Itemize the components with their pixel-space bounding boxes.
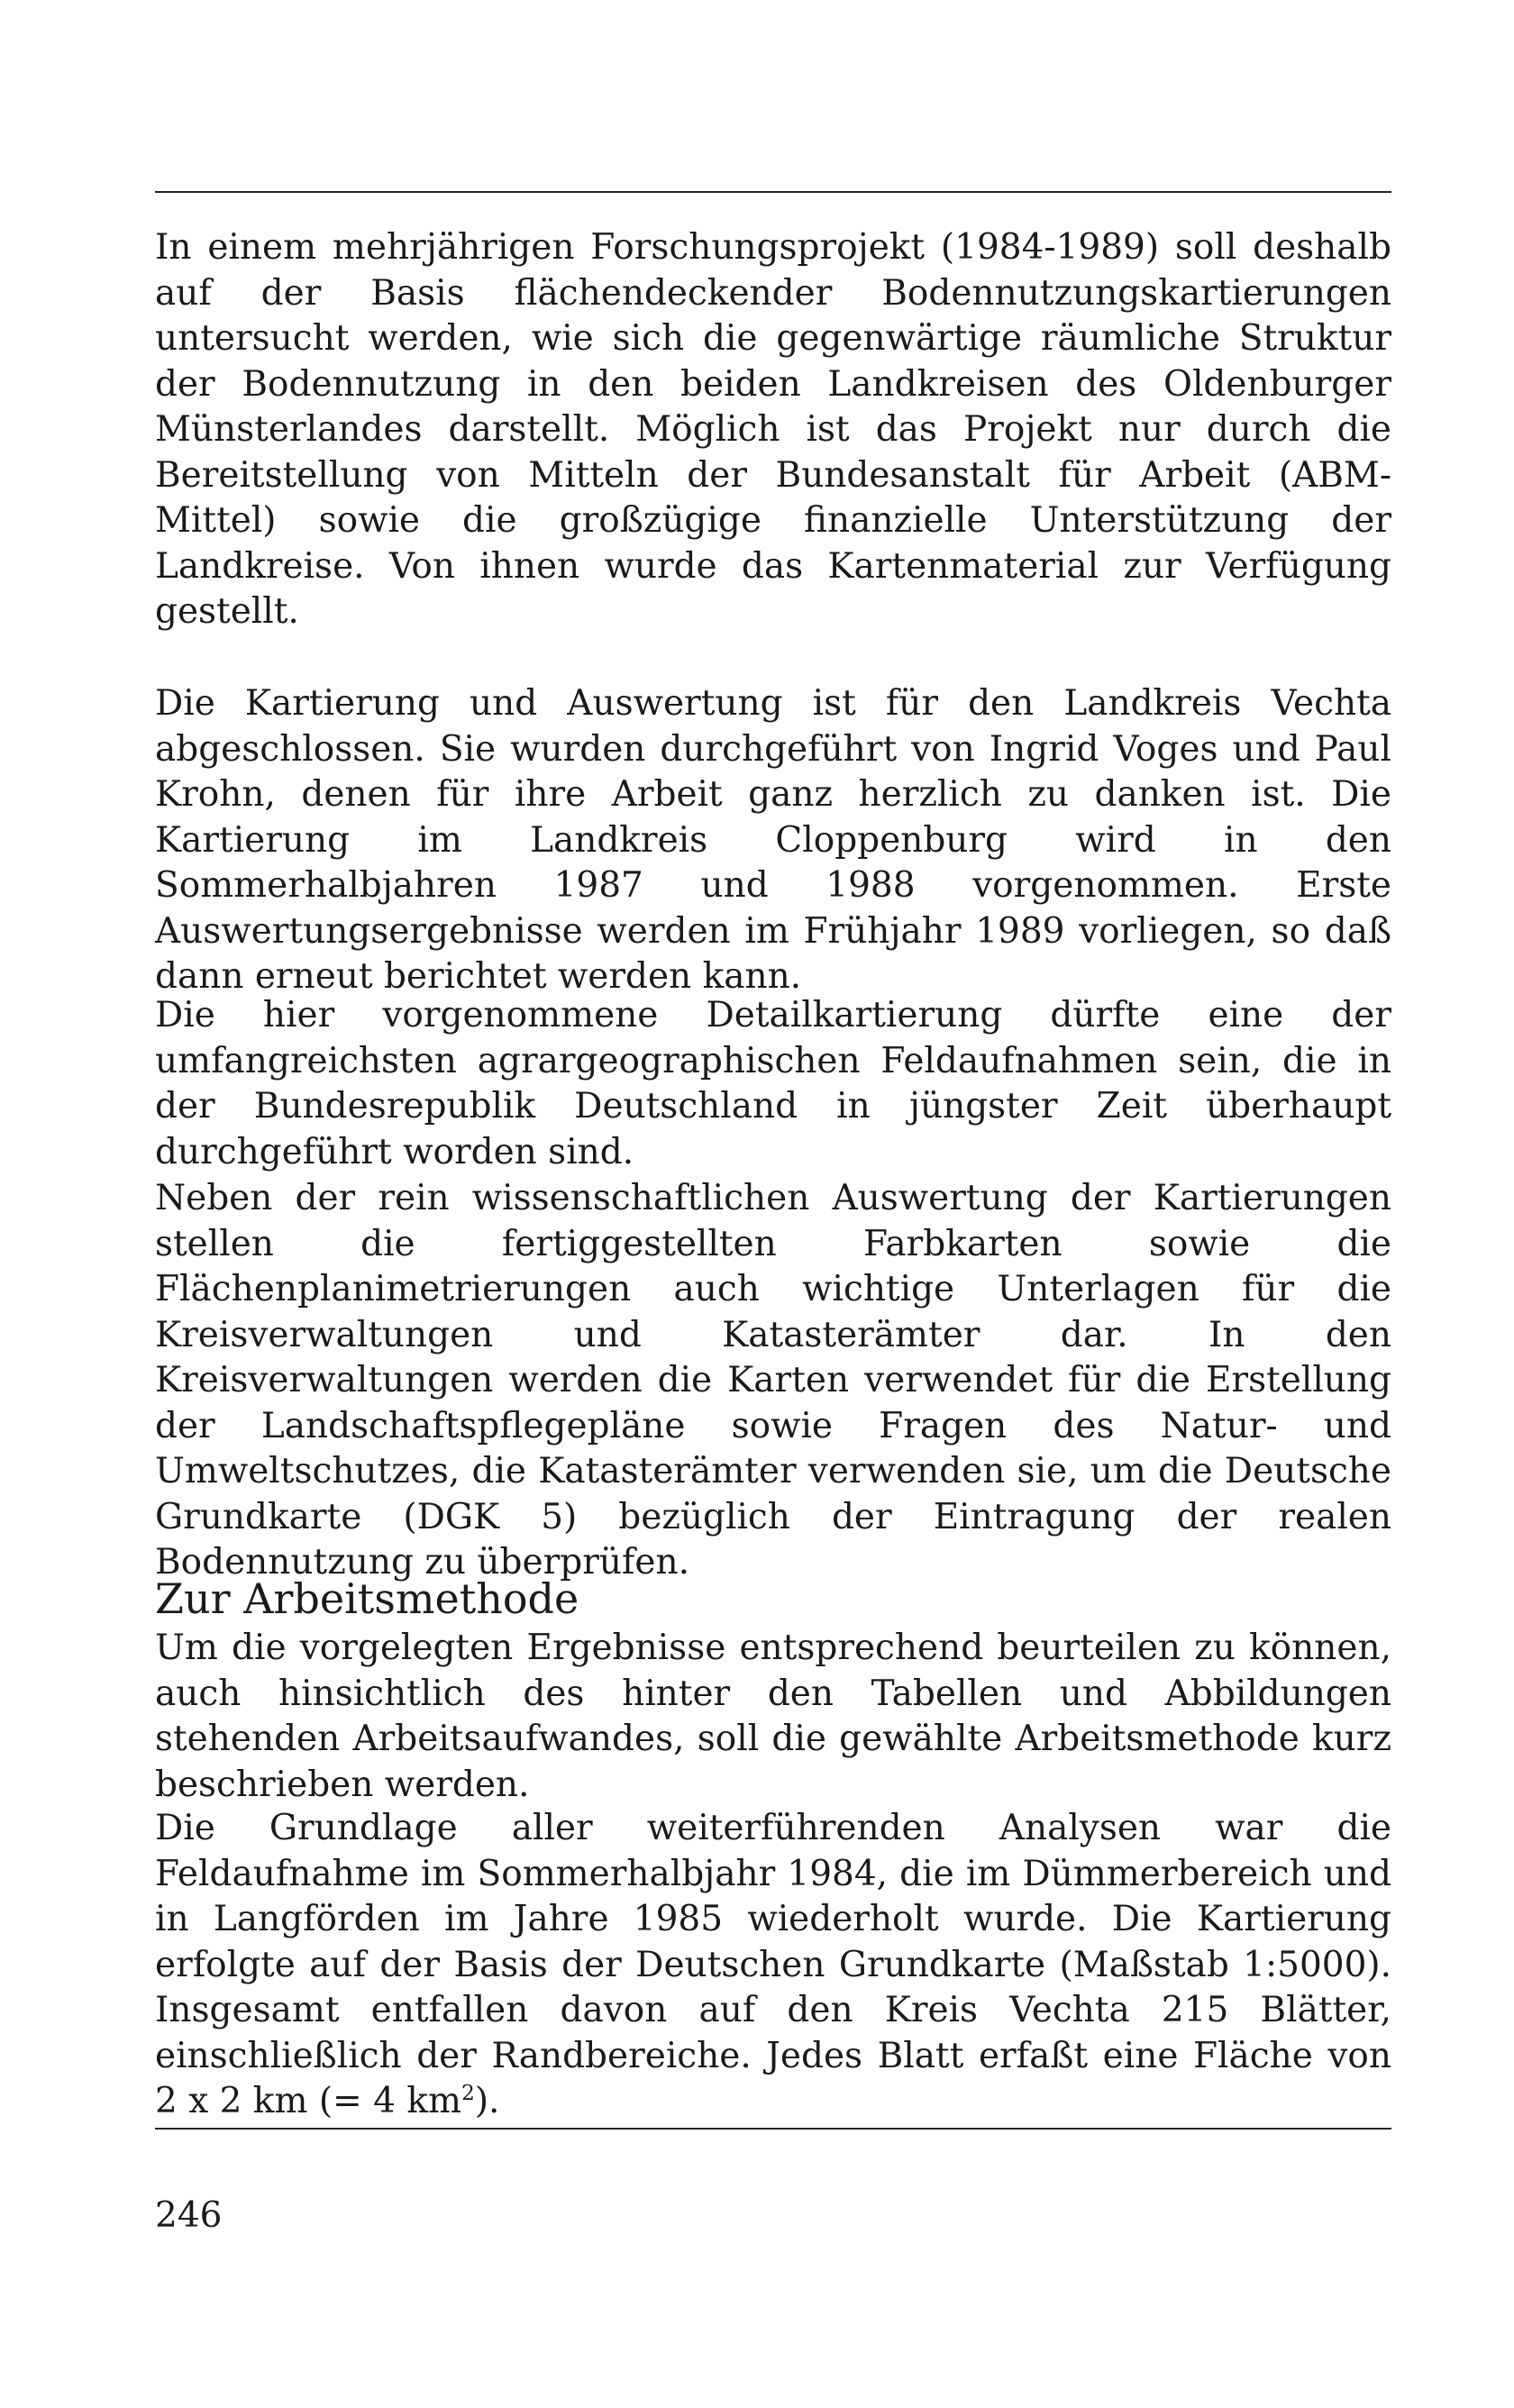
bottom-rule [155,2128,1391,2130]
paragraph [155,993,1391,1175]
paragraph [155,1806,1391,2125]
paragraph-text [155,1806,1391,2125]
paragraph-suffix: ). [474,2081,500,2121]
paragraph-text: In einem mehrjährigen Forschungsprojekt (1984-1989) soll deshalb auf der Basis flächendeckender Bodennutzungskartierungen untersucht werden, wie sich die gegenwärtige räumliche Struktur der Bodennutzung in den beiden Landkreisen des Oldenburger Münsterlandes darstellt. Möglich ist das Projekt nur durch die Bereitstellung von Mitteln der Bundesanstalt für Arbeit (ABM-Mittel) sowie die großzügige finanzielle Unterstützung der Landkreise. Von ihnen wurde das Kartenmaterial zur Verfügung gestellt. [155,227,1391,632]
top-rule [155,191,1391,193]
paragraph-text: Die Kartierung und Auswertung ist für den Landkreis Vechta abgeschlossen. Sie wurden durchgeführt von Ingrid Voges und Paul Krohn, denen für ihre Arbeit ganz herzlich zu danken ist. Die Kartierung im Landkreis Cloppenburg wird in den Sommerhalbjahren 1987 und 1988 vorgenommen. Erste Auswertungsergebnisse werden im Frühjahr 1989 vorliegen, so daß dann erneut berichtet werden kann. [155,683,1391,997]
section-heading: Zur Arbeitsmethode [155,1574,579,1623]
paragraph-text: Neben der rein wissenschaftlichen Auswertung der Kartierungen stellen die fertiggestellten Farbkarten sowie die Flächenplanimetrierungen auch wichtige Unterlagen für die Kreisverwaltungen und Katasterämter dar. In den Kreisverwaltungen werden die Karten verwendet für die Erstellung der Landschaftspflegepläne sowie Fragen des Natur- und Umweltschutzes, die Katasterämter verwenden sie, um die Deutsche Grundkarte (DGK 5) bezüglich der Eintragung der realen Bodennutzung zu überprüfen. [155,1178,1391,1583]
paragraph [155,681,1391,1000]
paragraph-text: Um die vorgelegten Ergebnisse entsprechend beurteilen zu können, auch hinsichtlich des hinter den Tabellen und Abbildungen stehenden Arbeitsaufwandes, soll die gewählte Arbeitsmethode kurz beschrieben werden. [155,1628,1391,1805]
paragraph-body: Die Grundlage aller weiterführenden Analysen war die Feldaufnahme im Sommerhalbjahr 1984, die im Dümmerbereich und in Langförden im Jahre 1985 wiederholt wurde. Die Kartierung erfolgte auf der Basis der Deutschen Grundkarte (Maßstab 1:5000). Insgesamt entfallen davon auf den Kreis Vechta 215 Blätter, einschließlich der Randbereiche. Jedes Blatt erfaßt eine Fläche von 2 x 2 km (= 4 km [155,1808,1391,2121]
page-number: 246 [155,2195,223,2236]
paragraph-text: Die hier vorgenommene Detailkartierung dürfte eine der umfangreichsten agrargeographischen Feldaufnahmen sein, die in der Bundesrepublik Deutschland in jüngster Zeit überhaupt durchgeführt worden sind. [155,995,1391,1172]
paragraph [155,1176,1391,1586]
paragraph [155,1626,1391,1808]
superscript-exponent: 2 [461,2080,475,2105]
paragraph [155,225,1391,635]
